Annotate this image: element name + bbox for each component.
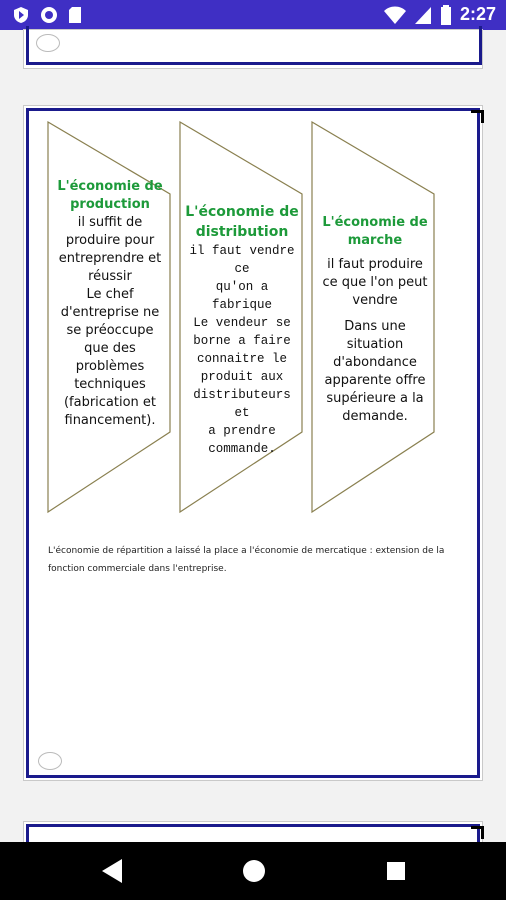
back-icon[interactable] bbox=[100, 857, 124, 885]
page-frame bbox=[26, 26, 482, 65]
next-page bbox=[24, 822, 482, 842]
recents-icon[interactable] bbox=[384, 857, 408, 885]
shield-icon bbox=[12, 6, 30, 24]
shape-title: L'économie de production bbox=[57, 179, 163, 212]
navigation-bar bbox=[0, 842, 506, 900]
shape-line: borne a faire bbox=[193, 334, 291, 348]
shape-line: vendre bbox=[352, 293, 398, 308]
previous-page bbox=[24, 30, 482, 68]
shape-text-distribution bbox=[184, 202, 300, 458]
shape-line: supérieure a la bbox=[326, 391, 424, 406]
shape-line: financement). bbox=[64, 413, 156, 428]
shape-line: il faut produire bbox=[327, 257, 423, 272]
shape-line: a prendre bbox=[208, 424, 276, 438]
shape-title: L'économie de marche bbox=[322, 215, 428, 248]
status-time: 2:27 bbox=[459, 4, 496, 24]
page-anchor-marker bbox=[38, 752, 62, 770]
document-page bbox=[24, 106, 482, 780]
shape-line: Le vendeur se bbox=[193, 316, 291, 330]
shape-line: produire pour bbox=[65, 233, 155, 248]
shape-line bbox=[316, 310, 434, 318]
battery-icon bbox=[440, 5, 452, 25]
shape-line: d'abondance bbox=[333, 355, 417, 370]
page-corner-marker bbox=[471, 826, 484, 839]
shape-line: situation bbox=[346, 337, 404, 352]
shape-line: ce que l'on peut bbox=[322, 275, 428, 290]
shape-line: demande. bbox=[342, 409, 408, 424]
shape-line: commande. bbox=[208, 442, 276, 456]
shape-line: entreprendre et bbox=[58, 251, 162, 266]
shape-line: se préoccupe bbox=[66, 323, 154, 338]
shape-line: que des bbox=[84, 341, 136, 356]
shape-line: connaitre le bbox=[196, 352, 287, 366]
shape-text-production bbox=[54, 178, 166, 430]
page-anchor-marker bbox=[36, 34, 60, 52]
status-right-icons bbox=[384, 4, 496, 25]
shape-line: problèmes bbox=[75, 359, 145, 374]
shape-line: produit aux bbox=[200, 370, 284, 384]
shape-text-marche bbox=[316, 214, 434, 426]
shape-line: apparente offre bbox=[324, 373, 426, 388]
shape-line: il faut vendre ce bbox=[189, 244, 295, 276]
shape-line: Dans une bbox=[344, 319, 406, 334]
shape-line: (fabrication et bbox=[63, 395, 157, 410]
shape-line: distributeurs et bbox=[193, 388, 291, 420]
shape-line: Le chef bbox=[86, 287, 134, 302]
status-left-icons bbox=[12, 6, 82, 24]
sd-card-icon bbox=[68, 6, 82, 24]
caption-text: L'économie de répartition a laissé la place a l'économie de mercatique : extension de la fonction commerciale dans l'entreprise. bbox=[48, 546, 445, 574]
wifi-icon bbox=[384, 5, 406, 25]
shape-title: L'économie de distribution bbox=[185, 204, 299, 240]
shape-line: d'entreprise ne bbox=[60, 305, 160, 320]
shape-line: réussir bbox=[88, 269, 132, 284]
shape-line: il suffit de bbox=[77, 215, 143, 230]
circle-app-icon bbox=[40, 6, 58, 24]
shape-line: techniques bbox=[74, 377, 146, 392]
signal-icon bbox=[414, 5, 432, 25]
home-icon[interactable] bbox=[241, 857, 267, 885]
shape-line: qu'on a fabrique bbox=[211, 280, 272, 312]
